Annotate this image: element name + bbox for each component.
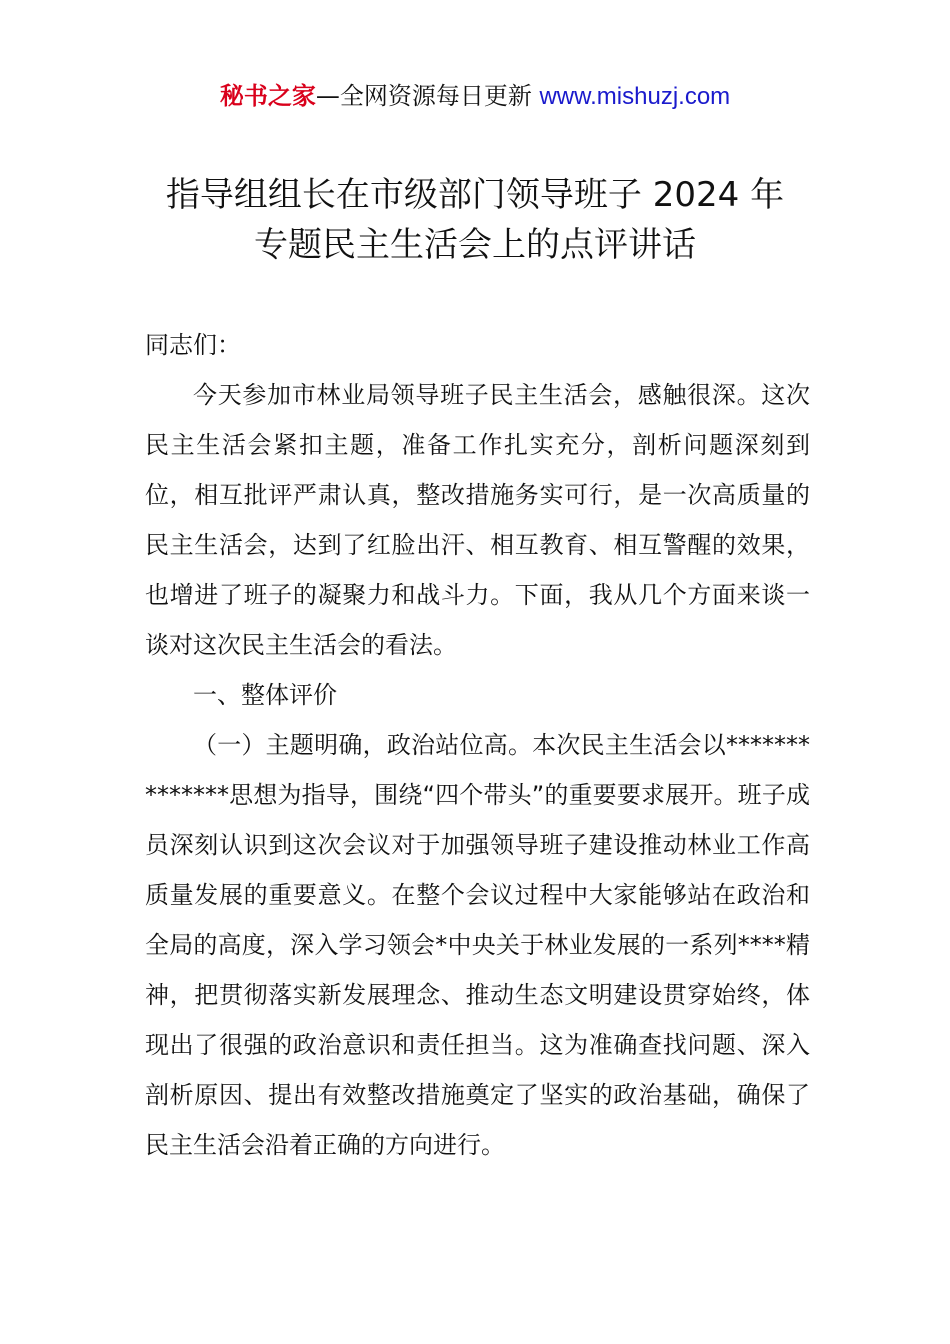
paragraph-theme-political-stance: （一）主题明确，政治站位高。本次民主生活会以**************思想为指导，围绕“四个带头”的重要要求展开。班子成员深刻认识到这次会议对于加强领导班子建设推动林业工作高质量发展的重要意义。在整个会议过程中大家能够站在政治和全局的高度，深入学习领会*中央关于林业发展的一系列****精神，把贯彻落实新发展理念、推动生态文明建设贯穿始终，体现出了很强的政治意识和责任担当。这为准确查找问题、深入剖析原因、提出有效整改措施奠定了坚实的政治基础，确保了民主生活会沿着正确的方向进行。 xyxy=(145,731,810,1159)
title-line-1: 指导组组长在市级部门领导班子 2024 年 xyxy=(165,175,785,215)
site-url-link[interactable]: www.mishuzj.com xyxy=(539,83,731,110)
document-title xyxy=(0,170,950,270)
site-brand-name: 秘书之家 xyxy=(219,82,316,110)
title-line-2: 专题民主生活会上的点评讲话 xyxy=(254,225,696,265)
salutation: 同志们： xyxy=(145,331,241,359)
site-tagline: —全网资源每日更新 xyxy=(315,82,540,110)
paragraph-intro: 今天参加市林业局领导班子民主生活会，感触很深。这次民主生活会紧扣主题，准备工作扎实充分，剖析问题深刻到位，相互批评严肃认真，整改措施务实可行，是一次高质量的民主生活会，达到了红脸出汗、相互教育、相互警醒的效果，也增进了班子的凝聚力和战斗力。下面，我从几个方面来谈一谈对这次民主生活会的看法。 xyxy=(145,381,810,659)
site-header-banner xyxy=(0,80,950,113)
document-body xyxy=(145,320,810,1170)
section-heading-overall-evaluation: 一、整体评价 xyxy=(193,681,337,709)
